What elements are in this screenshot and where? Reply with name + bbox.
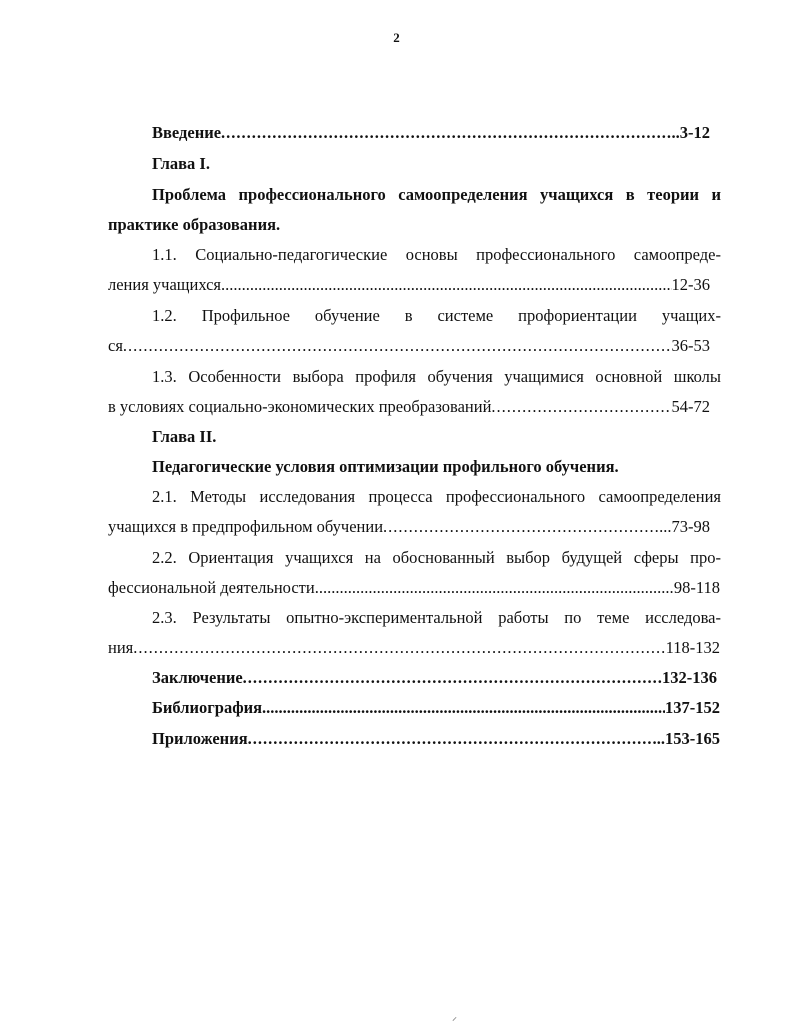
toc-entry-title: ся xyxy=(108,336,123,355)
dot-leader xyxy=(221,274,671,296)
dot-leader xyxy=(123,335,672,357)
toc-entry-pages: 54-72 xyxy=(671,397,710,416)
section-2-3-title: 2.3. Результаты опытно-экспериментальной работы по теме исследова- xyxy=(152,608,721,627)
toc-entry-pages: 12-36 xyxy=(671,275,710,294)
toc-entry-conclusion xyxy=(152,667,717,689)
toc-entry-pages: 132-136 xyxy=(662,668,717,687)
toc-entry-pages: ..153-165 xyxy=(656,729,720,748)
chapter-title: Проблема профессионального самоопределения учащихся в теории и xyxy=(152,185,721,204)
page-number: 2 xyxy=(393,30,400,45)
section-1-1-title: 1.1. Социально-педагогические основы профессионального самоопреде- xyxy=(152,245,721,264)
toc-entry-title: фессиональной деятельности xyxy=(108,578,315,597)
section-2-1-title: 2.1. Методы исследования процесса профессионального самоопределения xyxy=(152,487,721,506)
dot-leader xyxy=(315,577,674,599)
dot-leader xyxy=(243,667,662,689)
toc-entry-pages: ..3-12 xyxy=(671,123,710,142)
section-1-2-title: 1.2. Профильное обучение в системе профориентации учащих- xyxy=(152,306,721,325)
toc-entry-title: Введение xyxy=(152,123,222,142)
dot-leader xyxy=(133,637,665,659)
toc-entry-title: учащихся в предпрофильном обучении xyxy=(108,517,384,536)
section-1-1-entry xyxy=(108,274,710,296)
section-2-3-entry xyxy=(108,637,720,659)
dot-leader xyxy=(262,697,665,719)
toc-entry-pages: 118-132 xyxy=(665,638,720,657)
chapter-heading: Глава II. xyxy=(152,427,217,446)
toc-entry-appendices xyxy=(152,728,720,750)
dot-leader xyxy=(248,728,657,750)
dot-leader xyxy=(221,122,671,144)
section-1-3-title: 1.3. Особенности выбора профиля обучения учащимися основной школы xyxy=(152,367,721,386)
section-2-2-title: 2.2. Ориентация учащихся на обоснованный выбор будущей сферы про- xyxy=(152,548,721,567)
section-1-3-entry xyxy=(108,396,710,418)
dot-leader xyxy=(491,396,671,418)
toc-entry-pages: 36-53 xyxy=(671,336,710,355)
section-2-1-entry xyxy=(108,516,710,538)
toc-entry-intro xyxy=(152,122,710,144)
toc-entry-pages: 137-152 xyxy=(665,698,720,717)
chapter-heading: Глава I. xyxy=(152,154,210,173)
toc-entry-title: Библиография xyxy=(152,698,263,717)
toc-entry-title: ления учащихся xyxy=(108,275,222,294)
toc-entry-title: ния xyxy=(108,638,134,657)
toc-entry-pages: 98-118 xyxy=(673,578,720,597)
section-1-2-entry xyxy=(108,335,710,357)
scan-mark: ⸝ xyxy=(452,1012,457,1023)
toc-entry-title: в условиях социально-экономических преобразований xyxy=(108,397,492,416)
chapter-title: Педагогические условия оптимизации профильного обучения. xyxy=(152,457,619,476)
toc-entry-bibliography xyxy=(152,697,720,719)
toc-entry-pages: ...73-98 xyxy=(659,517,710,536)
toc-entry-title: Приложения xyxy=(152,729,248,748)
chapter-title-continued: практике образования. xyxy=(108,215,281,234)
section-2-2-entry xyxy=(108,577,720,599)
dot-leader xyxy=(383,516,659,538)
toc-entry-title: Заключение xyxy=(152,668,243,687)
